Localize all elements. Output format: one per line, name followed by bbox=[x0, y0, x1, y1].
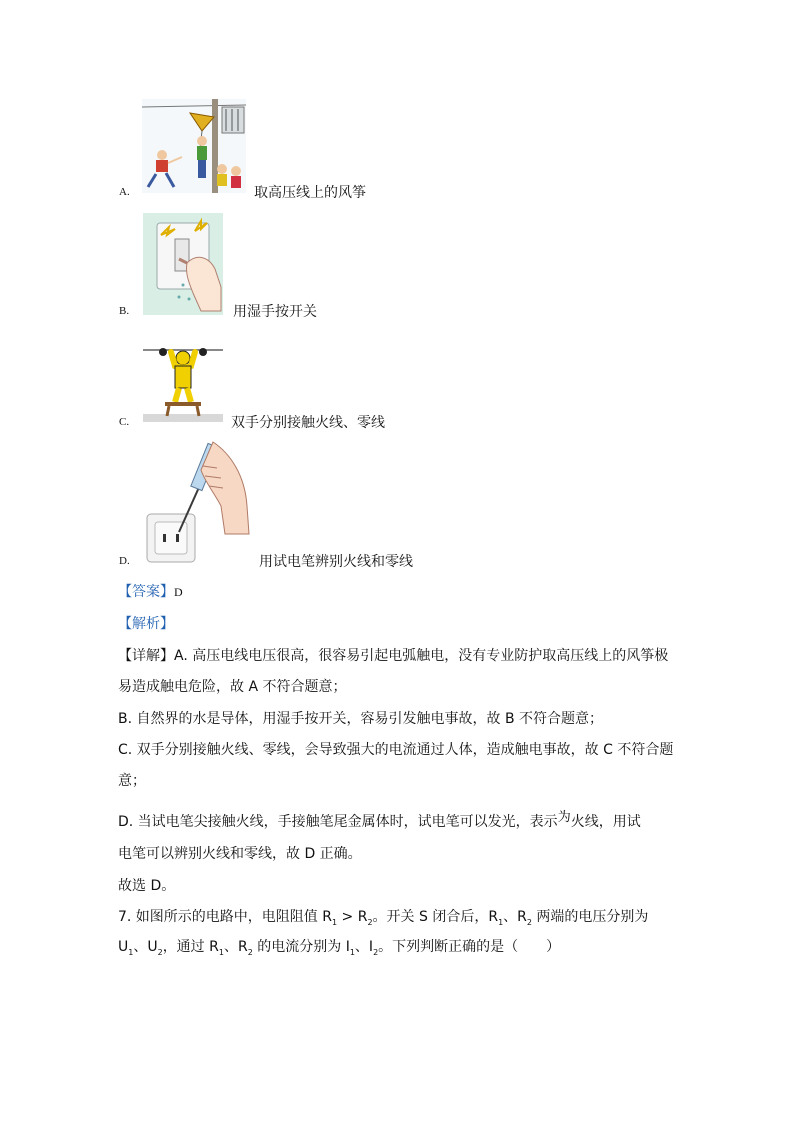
detail-text-2: B. 自然界的水是导体，用湿手按开关，容易引发触电事故，故 B 不符合题意； bbox=[118, 711, 604, 727]
detail-line-4 bbox=[118, 739, 673, 759]
q7-sub: 2 bbox=[367, 917, 373, 927]
detail-line-2 bbox=[118, 676, 346, 696]
detail-line-3 bbox=[118, 708, 603, 728]
option-b-letter: B. bbox=[119, 305, 130, 317]
q7-text: 7. 如图所示的电路中，电阻阻值 R bbox=[118, 909, 332, 925]
question-7-line-1 bbox=[118, 906, 648, 927]
detail-line-6 bbox=[118, 811, 641, 831]
q7-sub: 2 bbox=[247, 947, 253, 957]
q7-text: 的电流分别为 I bbox=[252, 939, 350, 955]
q7-text: ，通过 R bbox=[162, 939, 219, 955]
detail-text-4a2: 火线，用试 bbox=[570, 814, 641, 830]
analysis-tag: 【解析】 bbox=[118, 616, 174, 632]
q7-sub: 1 bbox=[218, 947, 224, 957]
q7-text: 、R bbox=[223, 939, 248, 955]
detail-line-5 bbox=[118, 770, 146, 790]
q7-sub: 2 bbox=[373, 947, 379, 957]
conclusion-line bbox=[118, 875, 175, 895]
test-pen-socket-illustration bbox=[143, 436, 255, 566]
detail-text-wei: 为 bbox=[557, 810, 571, 825]
detail-text-3a: C. 双手分别接触火线、零线，会导致强大的电流通过人体，造成触电事故，故 C 不符合题 bbox=[118, 742, 674, 758]
detail-text-4b: 电笔可以辨别火线和零线，故 D 正确。 bbox=[118, 846, 362, 862]
hands-touching-wires-illustration bbox=[143, 330, 223, 422]
q7-text: 、I bbox=[354, 939, 374, 955]
question-7-line-2 bbox=[118, 936, 560, 957]
detail-text-1a: A. 高压电线电压很高，很容易引起电弧触电，没有专业防护取高压线上的风筝极 bbox=[174, 648, 669, 664]
q7-text: 、R bbox=[503, 909, 527, 925]
q7-sub: 2 bbox=[157, 947, 163, 957]
option-b-text: 用湿手按开关 bbox=[233, 304, 317, 320]
q7-text: U bbox=[118, 939, 129, 955]
detail-line-7 bbox=[118, 843, 362, 863]
q7-text: > R bbox=[337, 909, 368, 925]
q7-text: 。开关 S 闭合后，R bbox=[372, 909, 499, 925]
q7-text: 两端的电压分别为 bbox=[531, 909, 649, 925]
detail-tag: 【详解】 bbox=[118, 648, 174, 664]
option-a-letter: A. bbox=[119, 186, 130, 198]
q7-text: 、U bbox=[133, 939, 158, 955]
detail-line-1 bbox=[118, 645, 668, 665]
answer-tag: 【答案】 bbox=[118, 584, 174, 600]
option-d-text: 用试电笔辨别火线和零线 bbox=[259, 554, 413, 570]
q7-sub: 1 bbox=[332, 917, 338, 927]
option-a-text: 取高压线上的风筝 bbox=[254, 185, 366, 201]
option-c-text: 双手分别接触火线、零线 bbox=[231, 415, 385, 431]
q7-text: 。下列判断正确的是（ ） bbox=[378, 939, 561, 955]
q7-sub: 1 bbox=[128, 947, 134, 957]
option-c-letter: C. bbox=[119, 416, 130, 428]
q7-sub: 1 bbox=[349, 947, 355, 957]
q7-sub: 2 bbox=[526, 917, 532, 927]
detail-text-4a1: D. 当试电笔尖接触火线，手接触笔尾金属体时，试电笔可以发光，表示 bbox=[118, 814, 558, 830]
detail-text-3b: 意； bbox=[118, 773, 146, 789]
detail-text-1b: 易造成触电危险，故 A 不符合题意； bbox=[118, 679, 347, 695]
wet-hand-switch-illustration bbox=[143, 213, 223, 315]
answer-line bbox=[118, 581, 183, 601]
option-d-letter: D. bbox=[119, 555, 130, 567]
q7-sub: 1 bbox=[498, 917, 504, 927]
conclusion-text: 故选 D。 bbox=[118, 878, 176, 894]
analysis-line bbox=[118, 613, 174, 633]
kite-on-power-line-illustration bbox=[142, 99, 246, 193]
answer-value: D bbox=[174, 585, 183, 599]
